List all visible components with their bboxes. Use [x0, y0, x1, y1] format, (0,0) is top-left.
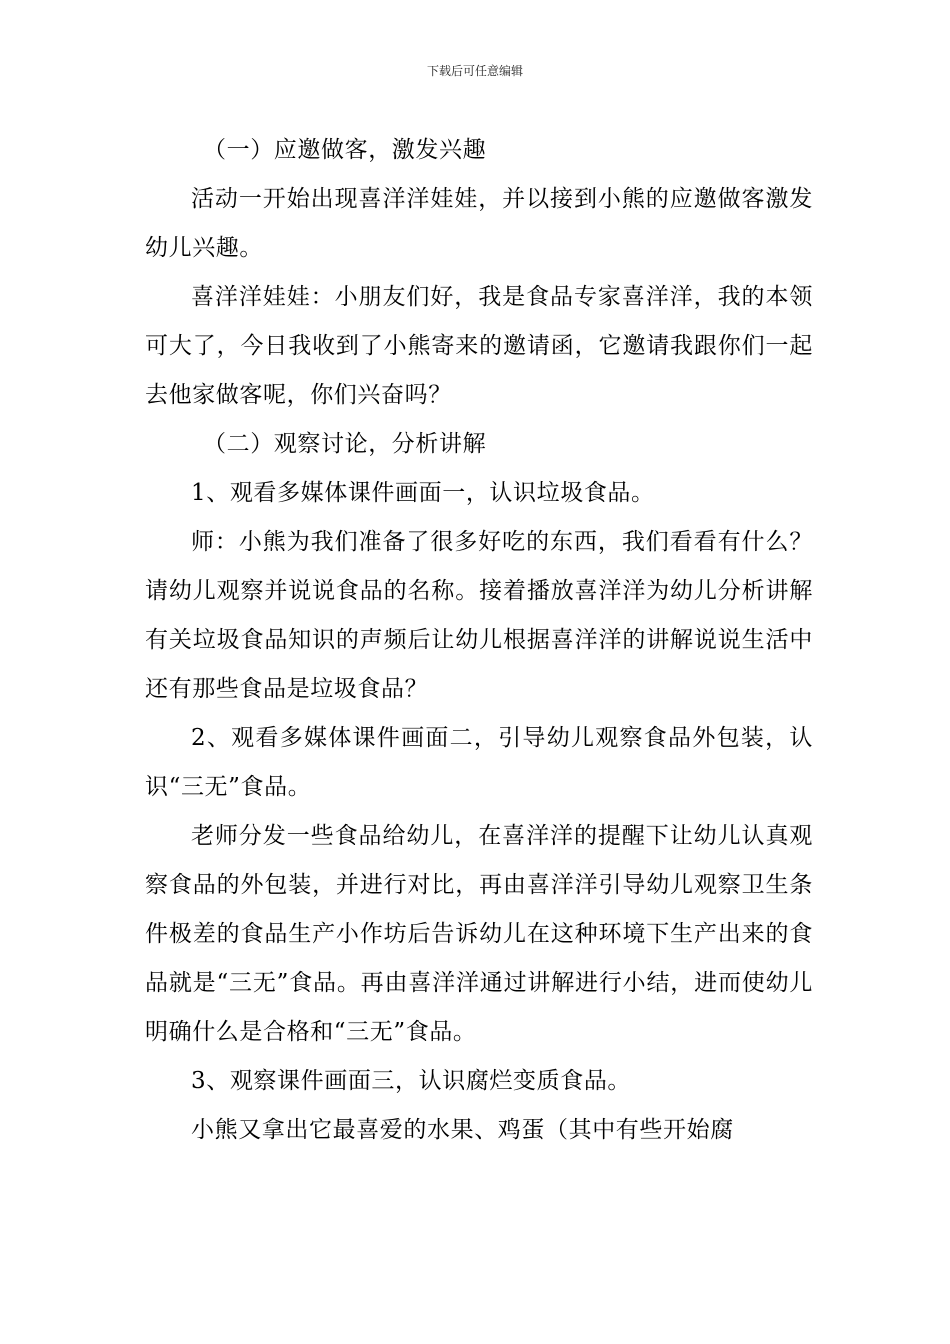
paragraph-step-2: 2、观看多媒体课件画面二，引导幼儿观察食品外包装，认识“三无”食品。 [145, 725, 813, 800]
paragraph-step-3: 3、观察课件画面三，认识腐烂变质食品。 [191, 1068, 632, 1094]
paragraph-bear-fruit: 小熊又拿出它最喜爱的水果、鸡蛋（其中有些开始腐 [191, 1117, 734, 1143]
paragraph-activity-start: 活动一开始出现喜洋洋娃娃，并以接到小熊的应邀做客激发幼儿兴趣。 [145, 186, 813, 261]
paragraph-teacher-1: 师：小熊为我们准备了很多好吃的东西，我们看看有什么？请幼儿观察并说说食品的名称。接着播放喜洋洋为幼儿分析讲解有关垃圾食品知识的声频后让幼儿根据喜洋洋的讲解说说生活中还有那些食品是垃圾食品？ [145, 529, 813, 702]
paragraph-teacher-2: 老师分发一些食品给幼儿，在喜洋洋的提醒下让幼儿认真观察食品的外包装，并进行对比，再由喜洋洋引导幼儿观察卫生条件极差的食品生产小作坊后告诉幼儿在这种环境下生产出来的食品就是“三无”食品。再由喜洋洋通过讲解进行小结，进而使幼儿明确什么是合格和“三无”食品。 [145, 823, 813, 1045]
section-heading-2: （二）观察讨论，分析讲解 [203, 431, 487, 457]
document-body [145, 126, 813, 1155]
paragraph-step-1: 1、观看多媒体课件画面一，认识垃圾食品。 [191, 480, 655, 506]
page-header: 下载后可任意编辑 [426, 64, 523, 78]
section-heading-1: （一）应邀做客，激发兴趣 [203, 137, 487, 163]
paragraph-xiyangyang-greeting: 喜洋洋娃娃：小朋友们好，我是食品专家喜洋洋，我的本领可大了，今日我收到了小熊寄来的邀请函，它邀请我跟你们一起去他家做客呢，你们兴奋吗？ [145, 284, 813, 408]
